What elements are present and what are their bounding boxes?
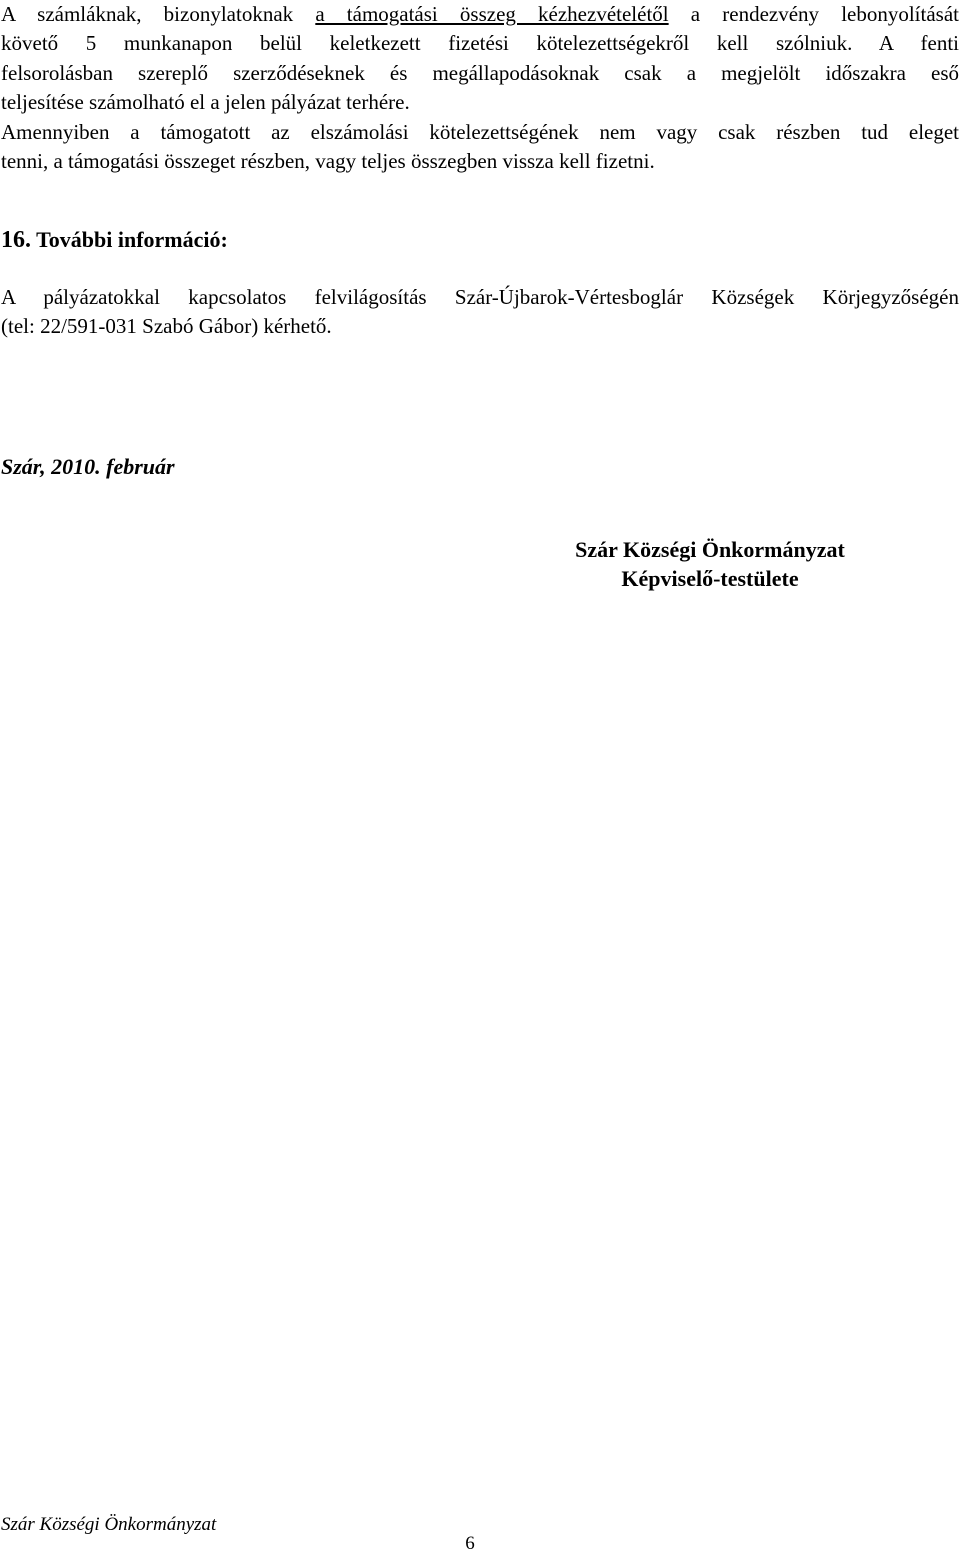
signature-org: Szár Községi Önkormányzat [575,537,845,562]
paragraph-line: tenni, a támogatási összeget részben, vagy teljes összegben vissza kell fizetni. [1,149,655,174]
paragraph-line [1,0,959,29]
page-number: 6 [465,1533,475,1554]
paragraph-line: (tel: 22/591-031 Szabó Gábor) kérhető. [1,314,332,339]
signature-block [500,535,920,593]
paragraph-line: teljesítése számolható el a jelen pályázat terhére. [1,90,410,115]
paragraph-contact-info [1,283,959,342]
paragraph-line: követő 5 munkanapon belül keletkezett fizetési kötelezettségekről kell szólniuk. A fenti [1,31,959,56]
paragraph-settlement-terms [1,0,959,176]
paragraph-line: Amennyiben a támogatott az elszámolási kötelezettségének nem vagy csak részben tud eleget [1,119,959,144]
section-heading [1,225,228,255]
paragraph-line: A pályázatokkal kapcsolatos felvilágosítás Szár-Újbarok-Vértesboglár Községek Körjegyzőségén [1,285,959,309]
section-title: További információ: [36,227,228,252]
footer-org-name: Szár Községi Önkormányzat [1,1514,217,1535]
section-number: 16. [1,227,31,253]
text-segment: a rendezvény lebonyolítását [668,2,959,26]
underlined-phrase: a támogatási összeg kézhezvételétől [315,2,669,26]
signature-body: Képviselő-testülete [621,566,799,591]
document-date: Szár, 2010. február [1,454,175,479]
text-segment: A számláknak, bizonylatoknak [1,2,316,26]
paragraph-line: felsorolásban szereplő szerződéseknek és megállapodásoknak csak a megjelölt időszakra eső [1,60,959,85]
